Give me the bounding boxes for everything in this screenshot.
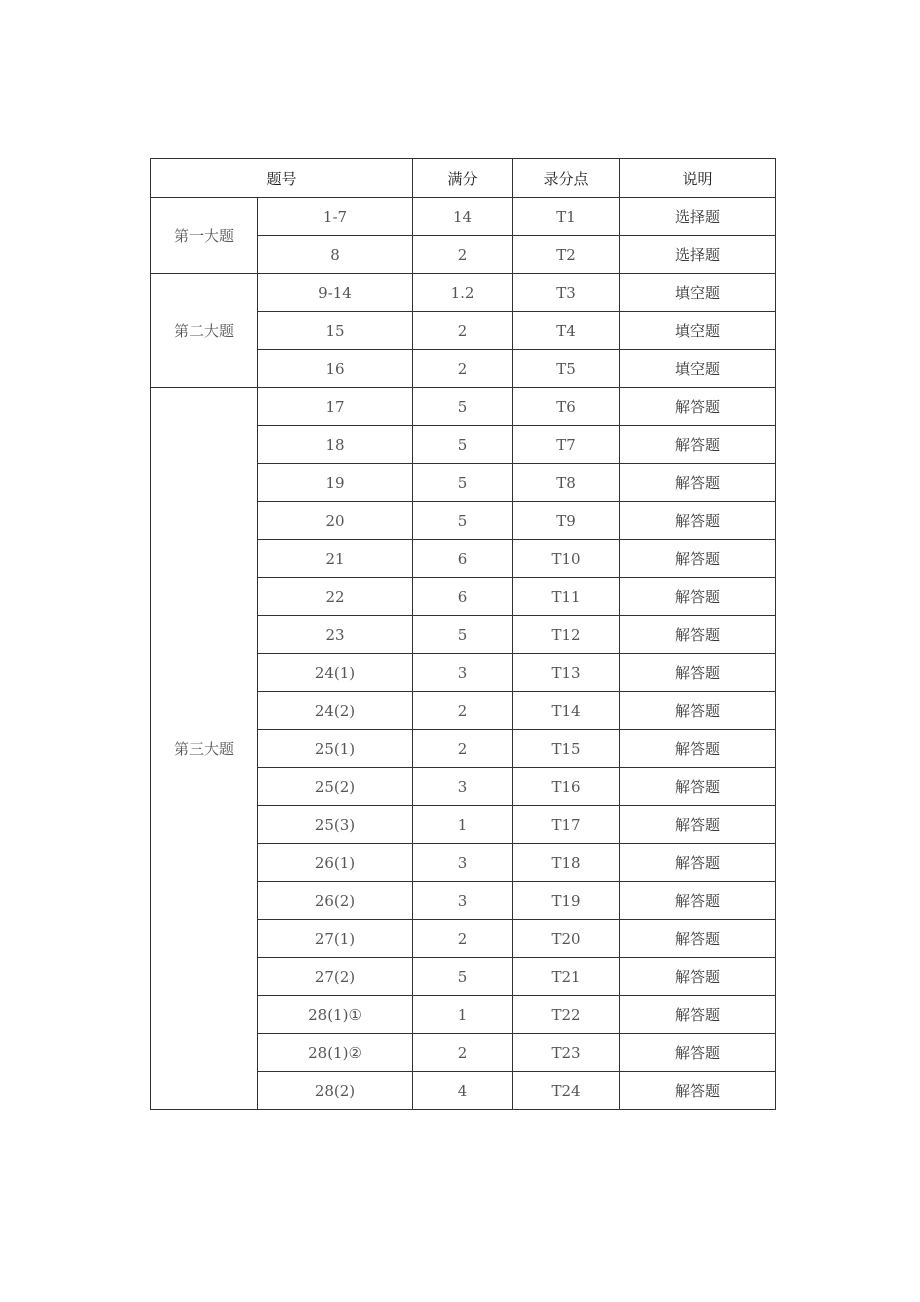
full-score-cell: 5 bbox=[413, 388, 513, 426]
question-number-cell: 17 bbox=[258, 388, 413, 426]
question-number-cell: 16 bbox=[258, 350, 413, 388]
question-number-cell: 25(2) bbox=[258, 768, 413, 806]
header-question-no: 题号 bbox=[151, 159, 413, 198]
full-score-cell: 2 bbox=[413, 730, 513, 768]
question-number-cell: 18 bbox=[258, 426, 413, 464]
full-score-cell: 3 bbox=[413, 768, 513, 806]
entry-point-cell: T23 bbox=[513, 1034, 620, 1072]
section-name-cell: 第二大题 bbox=[151, 274, 258, 388]
full-score-cell: 5 bbox=[413, 464, 513, 502]
description-cell: 解答题 bbox=[620, 844, 776, 882]
description-cell: 解答题 bbox=[620, 1034, 776, 1072]
entry-point-cell: T3 bbox=[513, 274, 620, 312]
header-entry-point: 录分点 bbox=[513, 159, 620, 198]
full-score-cell: 2 bbox=[413, 692, 513, 730]
question-number-cell: 27(1) bbox=[258, 920, 413, 958]
description-cell: 解答题 bbox=[620, 502, 776, 540]
table-row bbox=[151, 388, 776, 426]
full-score-cell: 2 bbox=[413, 1034, 513, 1072]
full-score-cell: 3 bbox=[413, 654, 513, 692]
question-number-cell: 23 bbox=[258, 616, 413, 654]
full-score-cell: 2 bbox=[413, 312, 513, 350]
description-cell: 填空题 bbox=[620, 312, 776, 350]
question-number-cell: 25(3) bbox=[258, 806, 413, 844]
entry-point-cell: T5 bbox=[513, 350, 620, 388]
full-score-cell: 4 bbox=[413, 1072, 513, 1110]
question-number-cell: 26(1) bbox=[258, 844, 413, 882]
entry-point-cell: T4 bbox=[513, 312, 620, 350]
entry-point-cell: T1 bbox=[513, 198, 620, 236]
full-score-cell: 14 bbox=[413, 198, 513, 236]
full-score-cell: 1.2 bbox=[413, 274, 513, 312]
entry-point-cell: T6 bbox=[513, 388, 620, 426]
description-cell: 解答题 bbox=[620, 882, 776, 920]
full-score-cell: 5 bbox=[413, 958, 513, 996]
entry-point-cell: T9 bbox=[513, 502, 620, 540]
full-score-cell: 2 bbox=[413, 350, 513, 388]
entry-point-cell: T22 bbox=[513, 996, 620, 1034]
full-score-cell: 1 bbox=[413, 996, 513, 1034]
table-body bbox=[151, 198, 776, 1110]
question-number-cell: 28(2) bbox=[258, 1072, 413, 1110]
question-number-cell: 25(1) bbox=[258, 730, 413, 768]
entry-point-cell: T18 bbox=[513, 844, 620, 882]
header-full-score: 满分 bbox=[413, 159, 513, 198]
full-score-cell: 2 bbox=[413, 236, 513, 274]
question-number-cell: 15 bbox=[258, 312, 413, 350]
full-score-cell: 1 bbox=[413, 806, 513, 844]
score-entry-table bbox=[150, 158, 776, 1110]
full-score-cell: 5 bbox=[413, 502, 513, 540]
section-name-cell: 第三大题 bbox=[151, 388, 258, 1110]
entry-point-cell: T7 bbox=[513, 426, 620, 464]
header-description: 说明 bbox=[620, 159, 776, 198]
description-cell: 解答题 bbox=[620, 806, 776, 844]
description-cell: 选择题 bbox=[620, 198, 776, 236]
table-row bbox=[151, 198, 776, 236]
entry-point-cell: T10 bbox=[513, 540, 620, 578]
entry-point-cell: T8 bbox=[513, 464, 620, 502]
entry-point-cell: T2 bbox=[513, 236, 620, 274]
description-cell: 解答题 bbox=[620, 996, 776, 1034]
entry-point-cell: T21 bbox=[513, 958, 620, 996]
full-score-cell: 5 bbox=[413, 426, 513, 464]
description-cell: 解答题 bbox=[620, 616, 776, 654]
description-cell: 解答题 bbox=[620, 540, 776, 578]
description-cell: 解答题 bbox=[620, 464, 776, 502]
full-score-cell: 6 bbox=[413, 578, 513, 616]
entry-point-cell: T12 bbox=[513, 616, 620, 654]
question-number-cell: 28(1)① bbox=[258, 996, 413, 1034]
description-cell: 解答题 bbox=[620, 920, 776, 958]
entry-point-cell: T19 bbox=[513, 882, 620, 920]
table-header bbox=[151, 159, 776, 198]
entry-point-cell: T16 bbox=[513, 768, 620, 806]
description-cell: 解答题 bbox=[620, 388, 776, 426]
entry-point-cell: T14 bbox=[513, 692, 620, 730]
description-cell: 解答题 bbox=[620, 426, 776, 464]
description-cell: 填空题 bbox=[620, 350, 776, 388]
description-cell: 解答题 bbox=[620, 654, 776, 692]
question-number-cell: 21 bbox=[258, 540, 413, 578]
description-cell: 解答题 bbox=[620, 578, 776, 616]
question-number-cell: 1-7 bbox=[258, 198, 413, 236]
full-score-cell: 2 bbox=[413, 920, 513, 958]
entry-point-cell: T17 bbox=[513, 806, 620, 844]
entry-point-cell: T20 bbox=[513, 920, 620, 958]
description-cell: 解答题 bbox=[620, 692, 776, 730]
entry-point-cell: T11 bbox=[513, 578, 620, 616]
entry-point-cell: T15 bbox=[513, 730, 620, 768]
question-number-cell: 26(2) bbox=[258, 882, 413, 920]
section-name-cell: 第一大题 bbox=[151, 198, 258, 274]
header-row bbox=[151, 159, 776, 198]
entry-point-cell: T13 bbox=[513, 654, 620, 692]
full-score-cell: 3 bbox=[413, 882, 513, 920]
entry-point-cell: T24 bbox=[513, 1072, 620, 1110]
description-cell: 解答题 bbox=[620, 1072, 776, 1110]
description-cell: 解答题 bbox=[620, 768, 776, 806]
full-score-cell: 5 bbox=[413, 616, 513, 654]
description-cell: 填空题 bbox=[620, 274, 776, 312]
question-number-cell: 28(1)② bbox=[258, 1034, 413, 1072]
question-number-cell: 24(1) bbox=[258, 654, 413, 692]
question-number-cell: 27(2) bbox=[258, 958, 413, 996]
table-row bbox=[151, 274, 776, 312]
question-number-cell: 22 bbox=[258, 578, 413, 616]
question-number-cell: 24(2) bbox=[258, 692, 413, 730]
description-cell: 解答题 bbox=[620, 730, 776, 768]
question-number-cell: 9-14 bbox=[258, 274, 413, 312]
question-number-cell: 20 bbox=[258, 502, 413, 540]
full-score-cell: 6 bbox=[413, 540, 513, 578]
description-cell: 选择题 bbox=[620, 236, 776, 274]
description-cell: 解答题 bbox=[620, 958, 776, 996]
question-number-cell: 19 bbox=[258, 464, 413, 502]
full-score-cell: 3 bbox=[413, 844, 513, 882]
question-number-cell: 8 bbox=[258, 236, 413, 274]
